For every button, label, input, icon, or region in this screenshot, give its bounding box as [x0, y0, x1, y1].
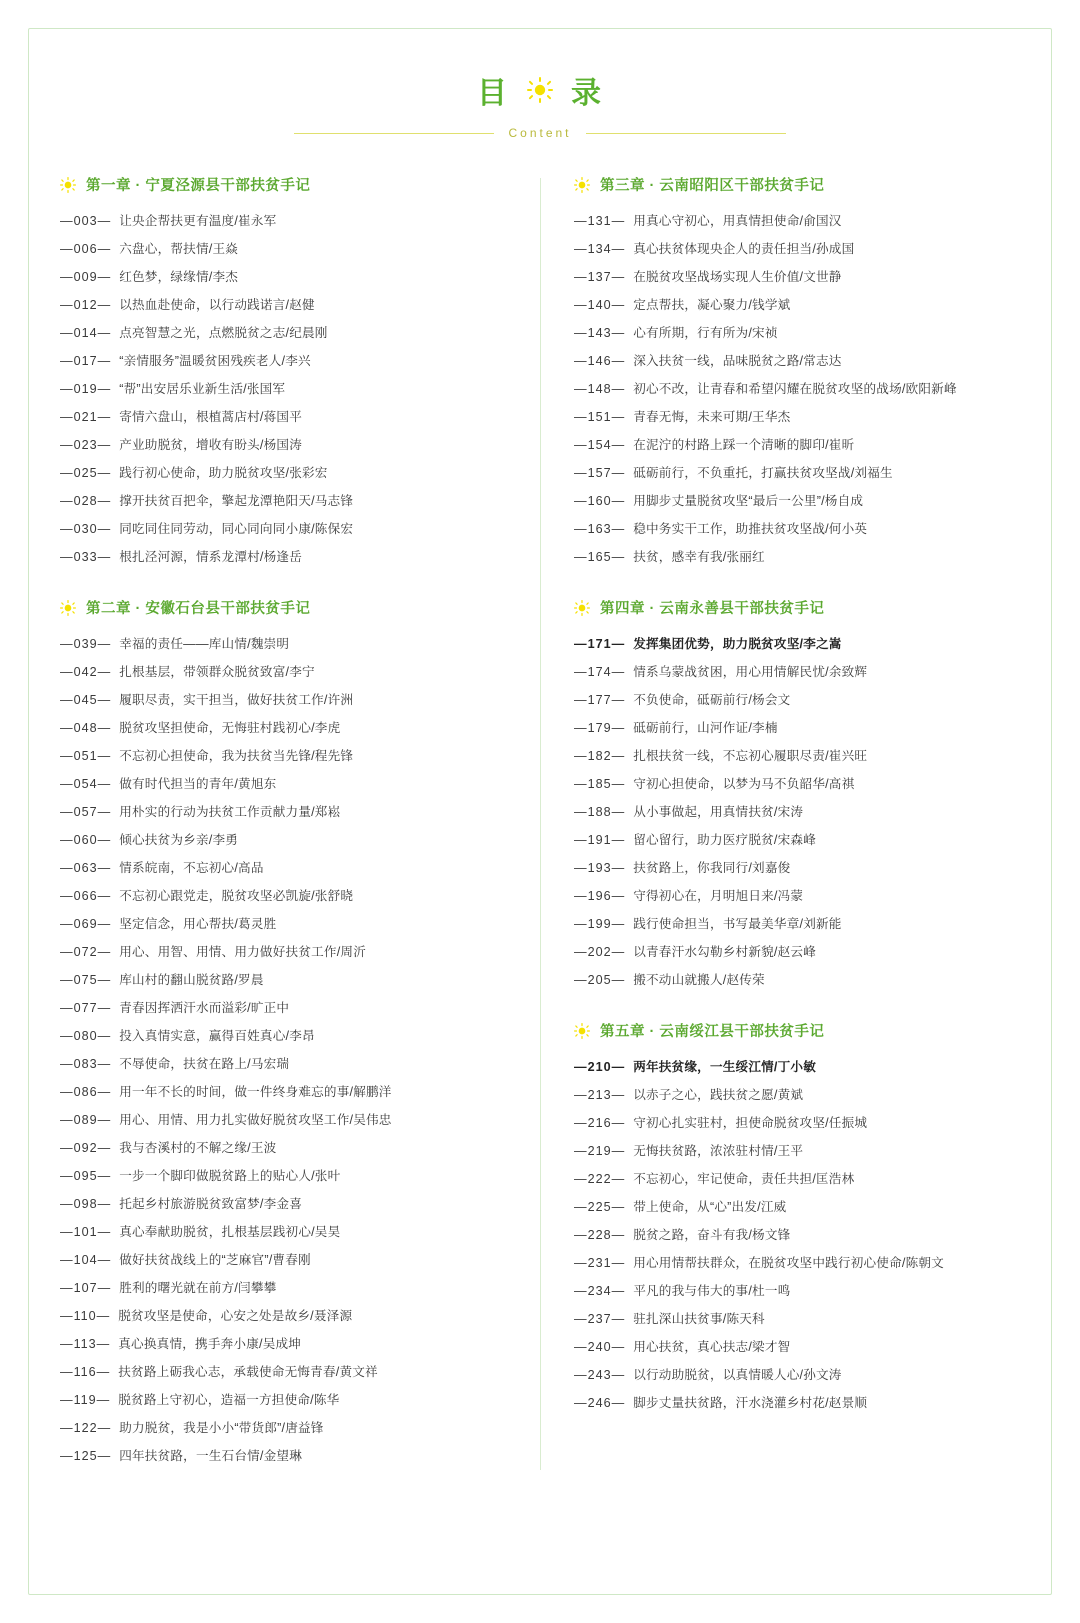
- toc-entry-page: —086—: [60, 1085, 112, 1099]
- toc-entry[interactable]: [574, 658, 1020, 686]
- toc-entry-title: 不忘初心跟党走，脱贫攻坚必凯旋/张舒晓: [119, 889, 354, 903]
- toc-entry[interactable]: [60, 1386, 506, 1414]
- chapter-section: [574, 597, 1020, 994]
- chapter-section: [60, 597, 506, 1470]
- toc-entry[interactable]: [574, 1221, 1020, 1249]
- toc-entry[interactable]: [574, 910, 1020, 938]
- toc-entry-page: —028—: [60, 494, 112, 508]
- toc-entry-page: —160—: [574, 494, 626, 508]
- toc-entry[interactable]: [60, 515, 506, 543]
- toc-entry-title: 托起乡村旅游脱贫致富梦/李金喜: [119, 1197, 303, 1211]
- toc-entry-page: —213—: [574, 1088, 626, 1102]
- toc-entry-title: 脱贫攻坚是使命，心安之处是故乡/聂泽源: [118, 1309, 353, 1323]
- toc-entry-page: —017—: [60, 354, 112, 368]
- toc-entry[interactable]: [60, 882, 506, 910]
- toc-entry-title: 初心不改，让青春和希望闪耀在脱贫攻坚的战场/欧阳新峰: [633, 382, 957, 396]
- toc-entry-page: —219—: [574, 1144, 626, 1158]
- toc-entry-page: —092—: [60, 1141, 112, 1155]
- toc-entry-page: —210—: [574, 1060, 626, 1074]
- chapter-title: 第三章 · 云南昭阳区干部扶贫手记: [600, 178, 825, 194]
- toc-entry[interactable]: [60, 742, 506, 770]
- toc-entry-page: —154—: [574, 438, 626, 452]
- toc-entry-page: —023—: [60, 438, 112, 452]
- toc-entry[interactable]: [574, 1361, 1020, 1389]
- toc-entry-title: 情系皖南，不忘初心/高品: [119, 861, 264, 875]
- page-content: [30, 28, 1050, 1595]
- toc-entry-title: 留心留行，助力医疗脱贫/宋森峰: [633, 833, 817, 847]
- sun-icon: [60, 177, 76, 193]
- toc-entry-page: —234—: [574, 1284, 626, 1298]
- toc-entry[interactable]: [60, 1134, 506, 1162]
- toc-entry[interactable]: [60, 1106, 506, 1134]
- chapter-heading[interactable]: [574, 597, 1020, 618]
- toc-entry[interactable]: [574, 1137, 1020, 1165]
- toc-entry[interactable]: [60, 658, 506, 686]
- toc-entry[interactable]: [60, 1442, 506, 1470]
- toc-entry-title: 青春无悔，未来可期/王华杰: [633, 410, 791, 424]
- toc-entry-page: —048—: [60, 721, 112, 735]
- toc-entry-title: 倾心扶贫为乡亲/李勇: [119, 833, 239, 847]
- toc-entry-page: —225—: [574, 1200, 626, 1214]
- toc-entry-page: —134—: [574, 242, 626, 256]
- toc-entry[interactable]: [574, 798, 1020, 826]
- toc-entry-page: —193—: [574, 861, 626, 875]
- toc-entry-page: —185—: [574, 777, 626, 791]
- toc-entry-title: 六盘心，帮扶情/王焱: [119, 242, 239, 256]
- toc-entry[interactable]: [60, 1162, 506, 1190]
- toc-entry-title: 点亮智慧之光，点燃脱贫之志/纪晨刚: [119, 326, 328, 340]
- toc-entry-page: —174—: [574, 665, 626, 679]
- toc-entry[interactable]: [574, 1081, 1020, 1109]
- toc-entry-page: —101—: [60, 1225, 112, 1239]
- toc-entry[interactable]: [574, 403, 1020, 431]
- toc-entry[interactable]: [60, 1414, 506, 1442]
- toc-entry-title: 做有时代担当的青年/黄旭东: [119, 777, 277, 791]
- toc-entry[interactable]: [574, 1165, 1020, 1193]
- sun-icon: [574, 1023, 590, 1039]
- toc-entry[interactable]: [60, 207, 506, 235]
- toc-entry-page: —072—: [60, 945, 112, 959]
- toc-entry-title: 撑开扶贫百把伞，擎起龙潭艳阳天/马志锋: [119, 494, 354, 508]
- toc-entry-page: —089—: [60, 1113, 112, 1127]
- sun-icon: [527, 77, 553, 103]
- toc-entry-page: —177—: [574, 693, 626, 707]
- chapter-title: 第五章 · 云南绥江县干部扶贫手记: [600, 1024, 825, 1040]
- toc-entry-page: —039—: [60, 637, 112, 651]
- toc-entry[interactable]: [574, 770, 1020, 798]
- toc-entry-page: —063—: [60, 861, 112, 875]
- toc-entry[interactable]: [60, 319, 506, 347]
- toc-subtitle-row: [60, 126, 1020, 140]
- toc-entry[interactable]: [60, 798, 506, 826]
- toc-entry-title: “亲情服务”温暖贫困残疾老人/李兴: [119, 354, 311, 368]
- chapter-title: 第四章 · 云南永善县干部扶贫手记: [600, 601, 825, 617]
- chapter-section: [574, 174, 1020, 571]
- toc-entry-title: 根扎泾河源，情系龙潭村/杨逢岳: [119, 550, 303, 564]
- toc-entry-title: 库山村的翻山脱贫路/罗晨: [119, 973, 264, 987]
- toc-entry-title: 在脱贫攻坚战场实现人生价值/文世静: [633, 270, 842, 284]
- chapter-title: 第二章 · 安徽石台县干部扶贫手记: [86, 601, 311, 617]
- toc-entry-title: 四年扶贫路，一生石台情/金望琳: [119, 1449, 303, 1463]
- toc-entry-page: —188—: [574, 805, 626, 819]
- toc-entry-title: 坚定信念，用心帮扶/葛灵胜: [119, 917, 277, 931]
- toc-entry-page: —110—: [60, 1309, 111, 1323]
- toc-entry[interactable]: [574, 1193, 1020, 1221]
- toc-entry-title: 同吃同住同劳动，同心同向同小康/陈保宏: [119, 522, 354, 536]
- toc-entry[interactable]: [574, 1333, 1020, 1361]
- toc-entry[interactable]: [574, 487, 1020, 515]
- toc-entry[interactable]: [574, 826, 1020, 854]
- toc-entry-title: 扶贫路上砺我心志，承载使命无悔青春/黄文祥: [118, 1365, 378, 1379]
- toc-title-line: [60, 68, 1020, 112]
- toc-entry[interactable]: [574, 431, 1020, 459]
- toc-entry[interactable]: [574, 1053, 1020, 1081]
- toc-entry[interactable]: [60, 910, 506, 938]
- toc-entry-title: 用心、用情、用力扎实做好脱贫攻坚工作/吴伟忠: [119, 1113, 392, 1127]
- toc-entry-page: —045—: [60, 693, 112, 707]
- toc-entry-page: —069—: [60, 917, 112, 931]
- toc-entry[interactable]: [574, 235, 1020, 263]
- toc-entry[interactable]: [574, 207, 1020, 235]
- toc-entry-title: 用脚步丈量脱贫攻坚“最后一公里”/杨自成: [633, 494, 864, 508]
- toc-entry-title: 践行使命担当，书写最美华章/刘新能: [633, 917, 842, 931]
- toc-entry-page: —083—: [60, 1057, 112, 1071]
- toc-entry-page: —140—: [574, 298, 626, 312]
- toc-entry[interactable]: [60, 1022, 506, 1050]
- toc-entry-page: —165—: [574, 550, 626, 564]
- toc-entry-title: 在泥泞的村路上踩一个清晰的脚印/崔昕: [633, 438, 855, 452]
- toc-entry-page: —006—: [60, 242, 112, 256]
- toc-entry-page: —148—: [574, 382, 626, 396]
- toc-entry-title: 从小事做起，用真情扶贫/宋涛: [633, 805, 804, 819]
- toc-entry-page: —137—: [574, 270, 626, 284]
- toc-entry-page: —098—: [60, 1197, 112, 1211]
- chapter-heading[interactable]: [60, 174, 506, 195]
- toc-entry-page: —019—: [60, 382, 112, 396]
- toc-entry-title: 不忘初心，牢记使命，责任共担/匡浩林: [633, 1172, 855, 1186]
- toc-entry[interactable]: [574, 347, 1020, 375]
- toc-entry-page: —237—: [574, 1312, 626, 1326]
- toc-entry-page: —009—: [60, 270, 112, 284]
- toc-entry-page: —051—: [60, 749, 112, 763]
- toc-entry[interactable]: [60, 459, 506, 487]
- toc-entry-title: 用朴实的行动为扶贫工作贡献力量/郑崧: [119, 805, 341, 819]
- toc-entry[interactable]: [60, 966, 506, 994]
- toc-entry-title: 以行动助脱贫，以真情暖人心/孙文涛: [633, 1368, 842, 1382]
- toc-entry[interactable]: [574, 1277, 1020, 1305]
- toc-entry-page: —003—: [60, 214, 112, 228]
- toc-entry-title: 无悔扶贫路，浓浓驻村情/王平: [633, 1144, 804, 1158]
- toc-entry-title: 扎根基层，带领群众脱贫致富/李宁: [119, 665, 315, 679]
- toc-entry-title: 不负使命，砥砺前行/杨会文: [633, 693, 791, 707]
- toc-entry[interactable]: [60, 1050, 506, 1078]
- toc-entry[interactable]: [60, 826, 506, 854]
- toc-entry-title: 平凡的我与伟大的事/杜一鸣: [633, 1284, 791, 1298]
- toc-entry-page: —222—: [574, 1172, 626, 1186]
- chapter-section: [60, 174, 506, 571]
- toc-entry-title: 不辱使命，扶贫在路上/马宏瑞: [119, 1057, 290, 1071]
- toc-entry-title: 守得初心在，月明旭日来/冯蒙: [633, 889, 804, 903]
- toc-entry[interactable]: [574, 375, 1020, 403]
- toc-entry-page: —021—: [60, 410, 112, 424]
- sun-icon: [60, 600, 76, 616]
- toc-entry-title: 两年扶贫缘，一生绥江情/丁小敏: [633, 1060, 817, 1074]
- toc-entry-page: —131—: [574, 214, 626, 228]
- toc-entry-title: 投入真情实意，赢得百姓真心/李昂: [119, 1029, 315, 1043]
- toc-entry[interactable]: [574, 882, 1020, 910]
- toc-entry-title: 用一年不长的时间，做一件终身难忘的事/解鹏洋: [119, 1085, 392, 1099]
- toc-entry-page: —199—: [574, 917, 626, 931]
- toc-entry[interactable]: [60, 1078, 506, 1106]
- toc-entry[interactable]: [574, 1109, 1020, 1137]
- toc-entry-page: —075—: [60, 973, 112, 987]
- toc-entry-title: 稳中务实干工作，助推扶贫攻坚战/何小英: [633, 522, 868, 536]
- toc-entry[interactable]: [60, 263, 506, 291]
- toc-entry-page: —066—: [60, 889, 112, 903]
- toc-entry-title: 幸福的责任——库山情/魏崇明: [119, 637, 290, 651]
- sun-icon: [574, 177, 590, 193]
- toc-entry-title: 扎根扶贫一线，不忘初心履职尽责/崔兴旺: [633, 749, 868, 763]
- toc-entry-title: 让央企帮扶更有温度/崔永军: [119, 214, 277, 228]
- toc-entry[interactable]: [574, 291, 1020, 319]
- toc-entry-page: —054—: [60, 777, 112, 791]
- toc-entry-title: 真心扶贫体现央企人的责任担当/孙成国: [633, 242, 855, 256]
- chapter-title: 第一章 · 宁夏泾源县干部扶贫手记: [86, 178, 311, 194]
- toc-entry-page: —014—: [60, 326, 112, 340]
- toc-entry[interactable]: [60, 403, 506, 431]
- toc-entry-title: 真心换真情，携手奔小康/吴成坤: [118, 1337, 302, 1351]
- toc-entry-title: 以热血赴使命，以行动践诺言/赵健: [119, 298, 315, 312]
- toc-entry-page: —042—: [60, 665, 112, 679]
- toc-entry-title: 践行初心使命，助力脱贫攻坚/张彩宏: [119, 466, 328, 480]
- chapter-section: [574, 1020, 1020, 1417]
- toc-entry-title: 扶贫路上，你我同行/刘嘉俊: [633, 861, 791, 875]
- toc-entry-title: 红色梦，绿缘情/李杰: [119, 270, 239, 284]
- toc-entry-page: —113—: [60, 1337, 111, 1351]
- toc-entry-title: 守初心扎实驻村，担使命脱贫攻坚/任振城: [633, 1116, 868, 1130]
- toc-entry-title: 脱贫之路，奋斗有我/杨文锋: [633, 1228, 791, 1242]
- toc-entry-title: 寄情六盘山，根植蒿店村/蒋国平: [119, 410, 303, 424]
- toc-entry[interactable]: [60, 938, 506, 966]
- toc-entry-title: 情系乌蒙战贫困，用心用情解民忧/余致辉: [633, 665, 868, 679]
- toc-entry-title: 脚步丈量扶贫路，汗水浇灌乡村花/赵景顺: [633, 1396, 868, 1410]
- toc-entry[interactable]: [60, 994, 506, 1022]
- toc-entry-page: —033—: [60, 550, 112, 564]
- toc-entry-title: 脱贫路上守初心，造福一方担使命/陈华: [118, 1393, 340, 1407]
- toc-entry[interactable]: [60, 347, 506, 375]
- toc-entry-title: 用心、用智、用情、用力做好扶贫工作/周沂: [119, 945, 366, 959]
- toc-entry-title: “帮”出安居乐业新生活/张国军: [119, 382, 286, 396]
- toc-entry-page: —104—: [60, 1253, 112, 1267]
- toc-entry-page: —095—: [60, 1169, 112, 1183]
- toc-entry-title: 砥砺前行，山河作证/李楠: [633, 721, 778, 735]
- toc-entry-page: —196—: [574, 889, 626, 903]
- toc-entry-page: —116—: [60, 1365, 111, 1379]
- toc-entry-page: —122—: [60, 1421, 112, 1435]
- toc-entry[interactable]: [60, 291, 506, 319]
- toc-entry[interactable]: [60, 770, 506, 798]
- toc-entry-title: 履职尽责，实干担当，做好扶贫工作/许洲: [119, 693, 354, 707]
- toc-entry-page: —191—: [574, 833, 626, 847]
- toc-entry-title: 砥砺前行，不负重托，打赢扶贫攻坚战/刘福生: [633, 466, 893, 480]
- toc-subtitle: Content: [508, 126, 572, 140]
- toc-entry-title: 胜利的曙光就在前方/闫攀攀: [119, 1281, 277, 1295]
- toc-entry-title: 用真心守初心，用真情担使命/俞国汉: [633, 214, 842, 228]
- toc-entry-page: —171—: [574, 637, 626, 651]
- toc-entry-page: —125—: [60, 1449, 112, 1463]
- toc-entry-page: —216—: [574, 1116, 626, 1130]
- toc-entry[interactable]: [60, 1190, 506, 1218]
- chapter-heading[interactable]: [574, 1020, 1020, 1041]
- toc-entry-title: 定点帮扶，凝心聚力/钱学斌: [633, 298, 791, 312]
- toc-entry[interactable]: [574, 630, 1020, 658]
- toc-entry-title: 产业助脱贫，增收有盼头/杨国涛: [119, 438, 303, 452]
- toc-entry-title: 深入扶贫一线，品味脱贫之路/常志达: [633, 354, 842, 368]
- toc-header: [60, 68, 1020, 140]
- toc-entry[interactable]: [60, 487, 506, 515]
- toc-entry[interactable]: [60, 431, 506, 459]
- toc-entry-page: —146—: [574, 354, 626, 368]
- toc-entry-page: —243—: [574, 1368, 626, 1382]
- toc-entry-title: 以青春汗水勾勒乡村新貌/赵云峰: [633, 945, 817, 959]
- page-title-right: 录: [571, 77, 603, 110]
- toc-entry[interactable]: [574, 742, 1020, 770]
- toc-entry-title: 我与杏溪村的不解之缘/王波: [119, 1141, 277, 1155]
- toc-entry[interactable]: [60, 1274, 506, 1302]
- toc-entry-title: 做好扶贫战线上的“芝麻官”/曹春刚: [119, 1253, 311, 1267]
- toc-entry[interactable]: [60, 1302, 506, 1330]
- column-divider: [540, 178, 541, 1470]
- toc-entry-page: —157—: [574, 466, 626, 480]
- rule-left: [294, 133, 494, 134]
- toc-entry-title: 脱贫攻坚担使命，无悔驻村践初心/李虎: [119, 721, 341, 735]
- toc-entry-title: 发挥集团优势，助力脱贫攻坚/李之嵩: [633, 637, 842, 651]
- toc-entry-page: —246—: [574, 1396, 626, 1410]
- chapter-heading[interactable]: [60, 597, 506, 618]
- toc-column-right: [540, 174, 1020, 1470]
- toc-entry-title: 驻扎深山扶贫事/陈天科: [633, 1312, 765, 1326]
- toc-entry-page: —182—: [574, 749, 626, 763]
- toc-entry[interactable]: [574, 1305, 1020, 1333]
- toc-entry[interactable]: [574, 515, 1020, 543]
- toc-entry[interactable]: [60, 1358, 506, 1386]
- toc-entry[interactable]: [574, 319, 1020, 347]
- toc-entry-page: —012—: [60, 298, 112, 312]
- toc-entry[interactable]: [60, 630, 506, 658]
- toc-columns: [60, 174, 1020, 1470]
- toc-column-left: [60, 174, 540, 1470]
- toc-entry-page: —030—: [60, 522, 112, 536]
- toc-entry[interactable]: [574, 263, 1020, 291]
- chapter-heading[interactable]: [574, 174, 1020, 195]
- sun-icon: [574, 600, 590, 616]
- toc-entry[interactable]: [574, 459, 1020, 487]
- toc-entry-title: 不忘初心担使命，我为扶贫当先锋/程先锋: [119, 749, 354, 763]
- toc-entry-title: 带上使命，从“心”出发/江威: [633, 1200, 787, 1214]
- toc-entry-page: —077—: [60, 1001, 112, 1015]
- toc-entry-page: —057—: [60, 805, 112, 819]
- toc-entry[interactable]: [574, 1249, 1020, 1277]
- toc-entry-page: —202—: [574, 945, 626, 959]
- toc-entry-page: —107—: [60, 1281, 112, 1295]
- toc-entry[interactable]: [60, 235, 506, 263]
- toc-entry[interactable]: [60, 686, 506, 714]
- toc-entry-title: 守初心担使命，以梦为马不负韶华/高祺: [633, 777, 855, 791]
- toc-entry[interactable]: [60, 854, 506, 882]
- toc-entry[interactable]: [60, 714, 506, 742]
- toc-entry-title: 以赤子之心，践扶贫之愿/黄斌: [633, 1088, 804, 1102]
- toc-entry-page: —205—: [574, 973, 626, 987]
- toc-entry[interactable]: [574, 686, 1020, 714]
- toc-entry[interactable]: [574, 714, 1020, 742]
- toc-entry[interactable]: [60, 543, 506, 571]
- toc-entry-title: 青春因挥洒汗水而溢彩/旷正中: [119, 1001, 290, 1015]
- toc-entry[interactable]: [60, 1246, 506, 1274]
- toc-entry-page: —151—: [574, 410, 626, 424]
- toc-entry[interactable]: [574, 543, 1020, 571]
- toc-entry-title: 真心奉献助脱贫，扎根基层践初心/吴昊: [119, 1225, 341, 1239]
- page-title-left: 目: [477, 77, 509, 110]
- toc-entry-title: 用心扶贫，真心扶志/梁才智: [633, 1340, 791, 1354]
- toc-entry-title: 助力脱贫，我是小小“带货郎”/唐益锋: [119, 1421, 324, 1435]
- toc-entry[interactable]: [574, 966, 1020, 994]
- toc-entry-page: —163—: [574, 522, 626, 536]
- toc-entry-page: —143—: [574, 326, 626, 340]
- toc-entry[interactable]: [60, 375, 506, 403]
- toc-entry-page: —119—: [60, 1393, 111, 1407]
- toc-entry-page: —080—: [60, 1029, 112, 1043]
- toc-entry-title: 搬不动山就搬人/赵传荣: [633, 973, 765, 987]
- toc-entry-title: 用心用情帮扶群众，在脱贫攻坚中践行初心使命/陈朝文: [633, 1256, 944, 1270]
- toc-entry[interactable]: [574, 1389, 1020, 1417]
- toc-entry-page: —231—: [574, 1256, 626, 1270]
- toc-entry-page: —025—: [60, 466, 112, 480]
- toc-entry[interactable]: [574, 854, 1020, 882]
- rule-right: [586, 133, 786, 134]
- toc-entry-page: —060—: [60, 833, 112, 847]
- toc-entry[interactable]: [60, 1330, 506, 1358]
- toc-entry-page: —179—: [574, 721, 626, 735]
- toc-entry[interactable]: [574, 938, 1020, 966]
- toc-entry-title: 心有所期，行有所为/宋祯: [633, 326, 778, 340]
- toc-entry[interactable]: [60, 1218, 506, 1246]
- toc-entry-page: —240—: [574, 1340, 626, 1354]
- toc-entry-title: 一步一个脚印做脱贫路上的贴心人/张叶: [119, 1169, 341, 1183]
- toc-entry-title: 扶贫，感幸有我/张丽红: [633, 550, 765, 564]
- toc-entry-page: —228—: [574, 1228, 626, 1242]
